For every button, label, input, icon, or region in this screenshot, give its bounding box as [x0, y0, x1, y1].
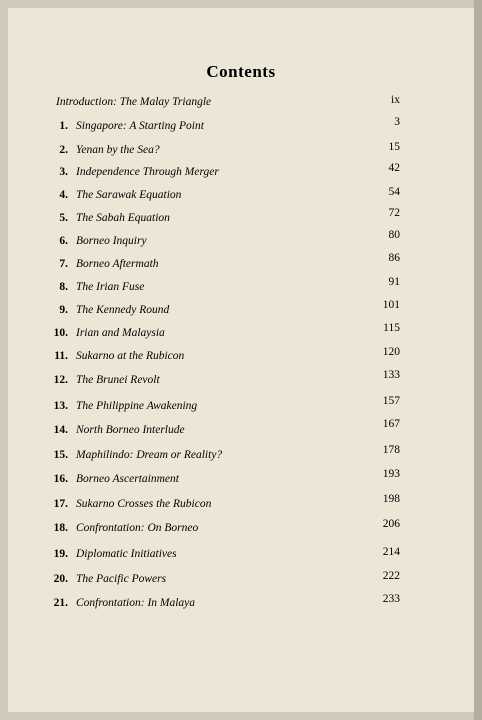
toc-chapter-row	[0, 369, 482, 394]
toc-intro-row	[0, 96, 482, 116]
toc-chapter-row	[0, 444, 482, 469]
chapter-title: Singapore: A Starting Point	[76, 120, 204, 132]
chapter-title: Confrontation: On Borneo	[76, 522, 199, 534]
chapter-title: North Borneo Interlude	[76, 424, 185, 436]
chapter-title: Yenan by the Sea?	[76, 144, 160, 156]
chapter-number: 7.	[59, 258, 68, 270]
chapter-number: 11.	[54, 350, 68, 362]
chapter-page-number: 72	[388, 207, 400, 219]
chapter-title: Borneo Aftermath	[76, 258, 159, 270]
chapter-title: The Sabah Equation	[76, 212, 170, 224]
chapter-page-number: 206	[382, 518, 400, 530]
chapter-title: The Pacific Powers	[76, 573, 167, 585]
chapter-number: 21.	[53, 597, 68, 609]
toc-chapter-row	[0, 468, 482, 493]
toc-chapter-row	[0, 252, 482, 278]
chapter-page-number: 193	[382, 468, 400, 480]
chapter-title: Borneo Inquiry	[76, 235, 147, 247]
toc-chapter-row	[0, 570, 482, 593]
chapter-number: 14.	[53, 424, 68, 436]
chapter-number: 17.	[53, 498, 68, 510]
chapter-number: 4.	[59, 189, 68, 201]
toc-intro-title: Introduction: The Malay Triangle	[56, 96, 212, 108]
chapter-page-number: 120	[382, 346, 400, 358]
toc-chapter-row	[0, 593, 482, 617]
chapter-page-number: 222	[382, 570, 400, 582]
chapter-number: 3.	[59, 166, 68, 178]
chapter-number: 9.	[59, 304, 68, 316]
chapter-number: 12.	[53, 374, 68, 386]
chapter-page-number: 214	[382, 546, 400, 558]
toc-chapter-row	[0, 162, 482, 186]
chapter-number: 1.	[59, 120, 68, 132]
chapter-number: 16.	[53, 473, 68, 485]
chapter-page-number: 86	[388, 252, 400, 264]
contents-title: Contents	[206, 62, 276, 81]
chapter-title: Sukarno Crosses the Rubicon	[76, 498, 212, 510]
chapter-number: 10.	[53, 327, 68, 339]
chapter-page-number: 167	[382, 418, 400, 430]
toc-chapter-row	[0, 116, 482, 140]
chapter-page-number: 42	[388, 162, 400, 174]
chapter-title: Irian and Malaysia	[76, 327, 165, 339]
chapter-page-number: 91	[388, 276, 400, 288]
toc-chapter-row	[0, 299, 482, 324]
toc-chapter-row	[0, 346, 482, 370]
toc-chapter-row	[0, 186, 482, 209]
chapter-title: Independence Through Merger	[76, 166, 219, 178]
chapter-page-number: 198	[382, 493, 400, 505]
toc-chapter-row	[0, 276, 482, 301]
chapter-title: Maphilindo: Dream or Reality?	[76, 449, 223, 461]
chapter-title: Borneo Ascertainment	[76, 473, 179, 485]
chapter-page-number: 178	[382, 444, 400, 456]
chapter-page-number: 54	[388, 186, 400, 198]
toc-chapter-row	[0, 418, 482, 444]
chapter-page-number: 80	[388, 229, 400, 241]
chapter-page-number: 15	[388, 141, 400, 153]
toc-chapter-row	[0, 395, 482, 420]
toc-chapter-row	[0, 207, 482, 232]
chapter-number: 18.	[53, 522, 68, 534]
chapter-number: 19.	[53, 548, 68, 560]
chapter-page-number: 233	[382, 593, 400, 605]
chapter-number: 20.	[53, 573, 68, 585]
chapter-title: The Sarawak Equation	[76, 189, 182, 201]
chapter-number: 2.	[59, 144, 68, 156]
chapter-title: The Brunei Revolt	[76, 374, 160, 386]
toc-chapter-row	[0, 518, 482, 542]
toc-chapter-row	[0, 322, 482, 347]
chapter-title: Diplomatic Initiatives	[76, 548, 177, 560]
chapter-number: 6.	[59, 235, 68, 247]
toc-chapter-row	[0, 548, 482, 568]
chapter-title: Confrontation: In Malaya	[76, 597, 196, 609]
chapter-title: The Irian Fuse	[76, 281, 145, 293]
chapter-page-number: 133	[382, 369, 400, 381]
toc-chapter-row	[0, 493, 482, 518]
chapter-number: 5.	[59, 212, 68, 224]
chapter-number: 13.	[53, 400, 68, 412]
chapter-page-number: 3	[394, 116, 400, 128]
chapter-title: Sukarno at the Rubicon	[76, 350, 185, 362]
chapter-page-number: 115	[383, 322, 400, 334]
chapter-number: 15.	[53, 449, 68, 461]
chapter-title: The Philippine Awakening	[76, 400, 198, 412]
toc-chapter-row	[0, 229, 482, 255]
toc-chapter-row	[0, 141, 482, 164]
chapter-number: 8.	[59, 281, 68, 293]
chapter-page-number: 101	[382, 299, 400, 311]
chapter-title: The Kennedy Round	[76, 304, 170, 316]
toc-intro-page: ix	[391, 94, 400, 106]
chapter-page-number: 157	[382, 395, 400, 407]
